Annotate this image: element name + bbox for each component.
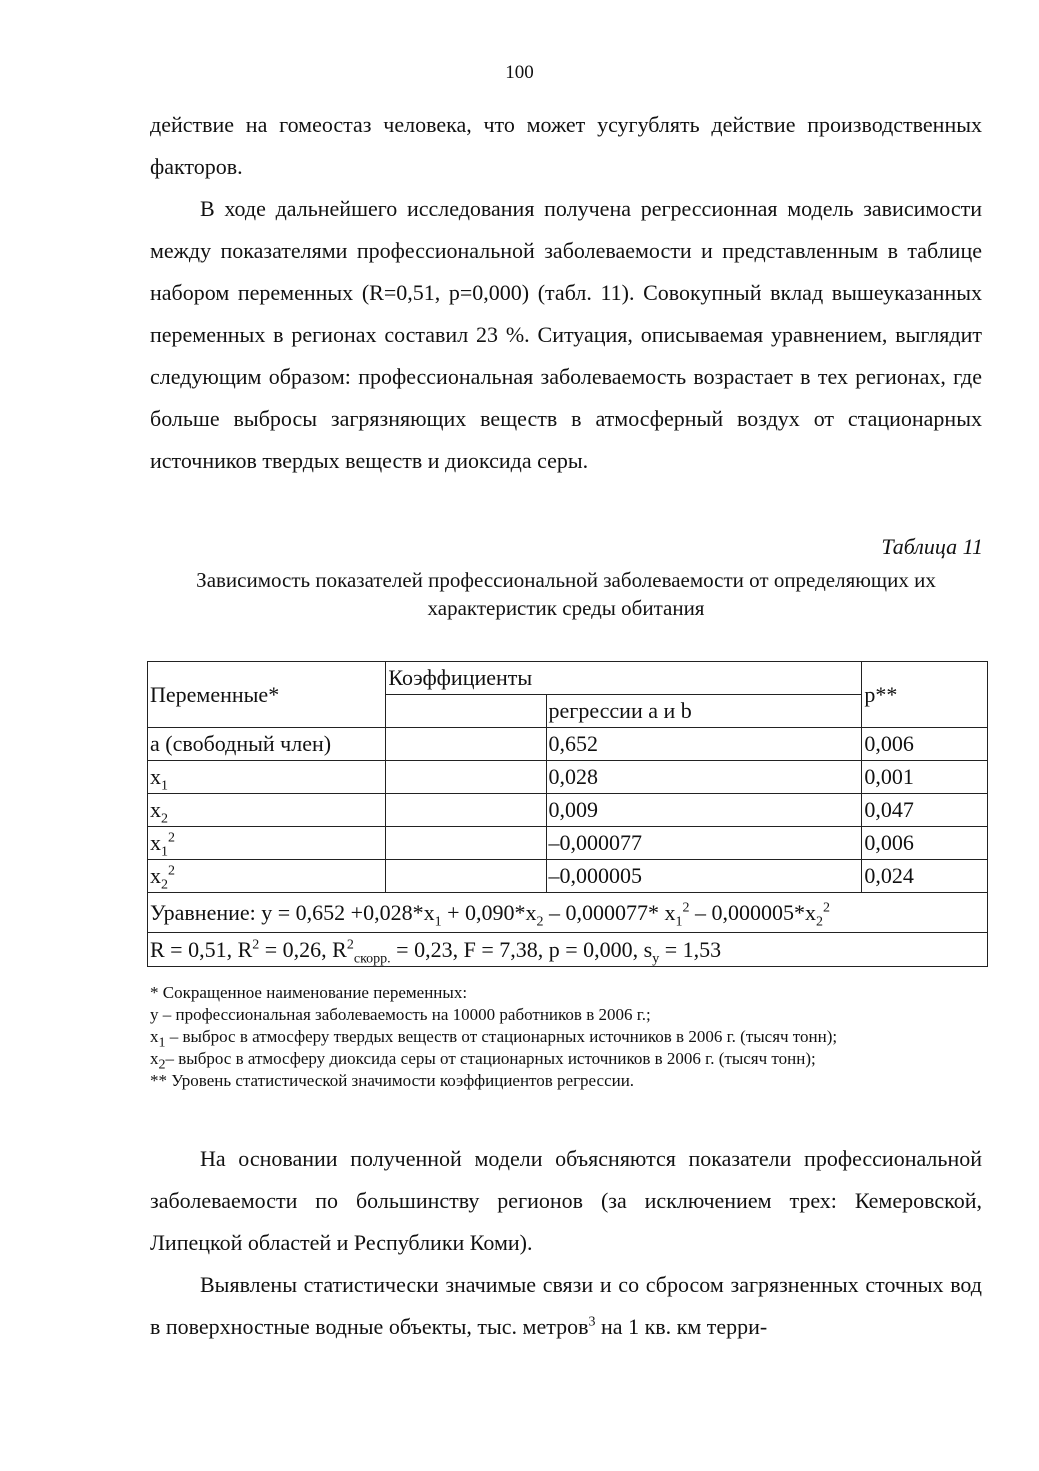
coefficient-cell: –0,000077 bbox=[546, 827, 862, 860]
coefficient-cell: 0,009 bbox=[546, 794, 862, 827]
header-coefficients: Коэффициенты bbox=[386, 662, 862, 695]
table-label: Таблица 11 bbox=[881, 534, 983, 559]
page-number: 100 bbox=[505, 62, 534, 83]
table-row bbox=[148, 794, 988, 827]
p-value-cell: 0,024 bbox=[862, 860, 988, 893]
paragraph-3: На основании полученной модели объясняются показатели профессиональной заболеваемости по большинству регионов (за исключением трех: Кемеровской, Липецкой областей и Республики Коми). bbox=[150, 1146, 982, 1255]
variable-cell: $x_2^2$ bbox=[148, 860, 386, 893]
paragraph-2: В ходе дальнейшего исследования получена регрессионная модель зависимости между показателями профессиональной заболеваемости и представленным в таблице набором переменных (R=0,51, p=0,000) (табл. 11). Совокупный вклад вышеуказанных переменных в регионах составил 23 %. Ситуация, описываемая уравнением, выглядит следующим образом: профессиональная заболеваемость возрастает в тех регионах, где больше выбросы загрязняющих веществ в атмосферный воздух от стационарных источников твердых веществ и диоксида серы. bbox=[150, 196, 982, 473]
variable-cell: $x_2$ bbox=[148, 794, 386, 827]
variable-cell: a (свободный член) bbox=[148, 728, 386, 761]
coefficient-cell: 0,028 bbox=[546, 761, 862, 794]
note-5: ** Уровень статистической значимости коэффициентов регрессии. bbox=[150, 1071, 635, 1090]
p-value-cell: 0,006 bbox=[862, 728, 988, 761]
p-value-cell: 0,047 bbox=[862, 794, 988, 827]
note-4: $x_2-$ выброс в атмосферу диоксида серы от стационарных источников в 2006 г. (тысяч тонн); bbox=[150, 1049, 816, 1073]
p-value-cell: 0,001 bbox=[862, 761, 988, 794]
coefficient-cell: 0,652 bbox=[546, 728, 862, 761]
empty-cell bbox=[386, 827, 546, 860]
empty-cell bbox=[386, 728, 546, 761]
note-1: * Сокращенное наименование переменных: bbox=[150, 983, 468, 1002]
header-empty-cell bbox=[386, 695, 546, 728]
regression-table bbox=[147, 661, 988, 967]
table-notes bbox=[150, 982, 984, 1092]
table-row bbox=[148, 761, 988, 794]
table-row bbox=[148, 860, 988, 893]
table-row bbox=[148, 728, 988, 761]
empty-cell bbox=[386, 794, 546, 827]
empty-cell bbox=[386, 860, 546, 893]
stats-row bbox=[148, 933, 988, 967]
variable-cell: $x_1$ bbox=[148, 761, 386, 794]
table-header-row bbox=[148, 662, 988, 695]
paragraph-4: Выявлены статистически значимые связи и со сбросом загрязненных сточных вод в поверхностные водные объекты, тыс. метров$^3$ на 1 кв. км терри- bbox=[150, 1272, 982, 1339]
coefficient-cell: –0,000005 bbox=[546, 860, 862, 893]
p-value-cell: 0,006 bbox=[862, 827, 988, 860]
table-row bbox=[148, 827, 988, 860]
text-block-bottom bbox=[150, 1138, 982, 1348]
empty-cell bbox=[386, 761, 546, 794]
header-p: p** bbox=[862, 662, 988, 728]
note-2: y – профессиональная заболеваемость на 10000 работников в 2006 г.; bbox=[150, 1005, 651, 1024]
equation-row bbox=[148, 893, 988, 933]
header-variables: Переменные* bbox=[148, 662, 386, 728]
paragraph-1: действие на гомеостаз человека, что может усугублять действие производственных факторов. bbox=[150, 112, 982, 179]
text-block-top bbox=[150, 104, 982, 482]
table-title: Зависимость показателей профессиональной заболеваемости от определяющих их характеристик среды обитания bbox=[196, 568, 936, 620]
equation-cell: Уравнение: $y = 0,652 +0,028*x_1 + 0,090*x_2 - 0,000077*$ $x_1^2 - 0,000005*x_2^2$ bbox=[148, 893, 988, 933]
header-regression: регрессии a и b bbox=[546, 695, 862, 728]
stats-cell: R = 0,51, $R^2 = 0,26$, $R^2_{скорр.} = 0,23$, F = 7,38, p = 0,000, $s_y = 1,53$ bbox=[148, 933, 988, 967]
note-3: $x_1$ – выброс в атмосферу твердых веществ от стационарных источников в 2006 г. (тысяч тонн); bbox=[150, 1027, 838, 1051]
variable-cell: $x_1^2$ bbox=[148, 827, 386, 860]
